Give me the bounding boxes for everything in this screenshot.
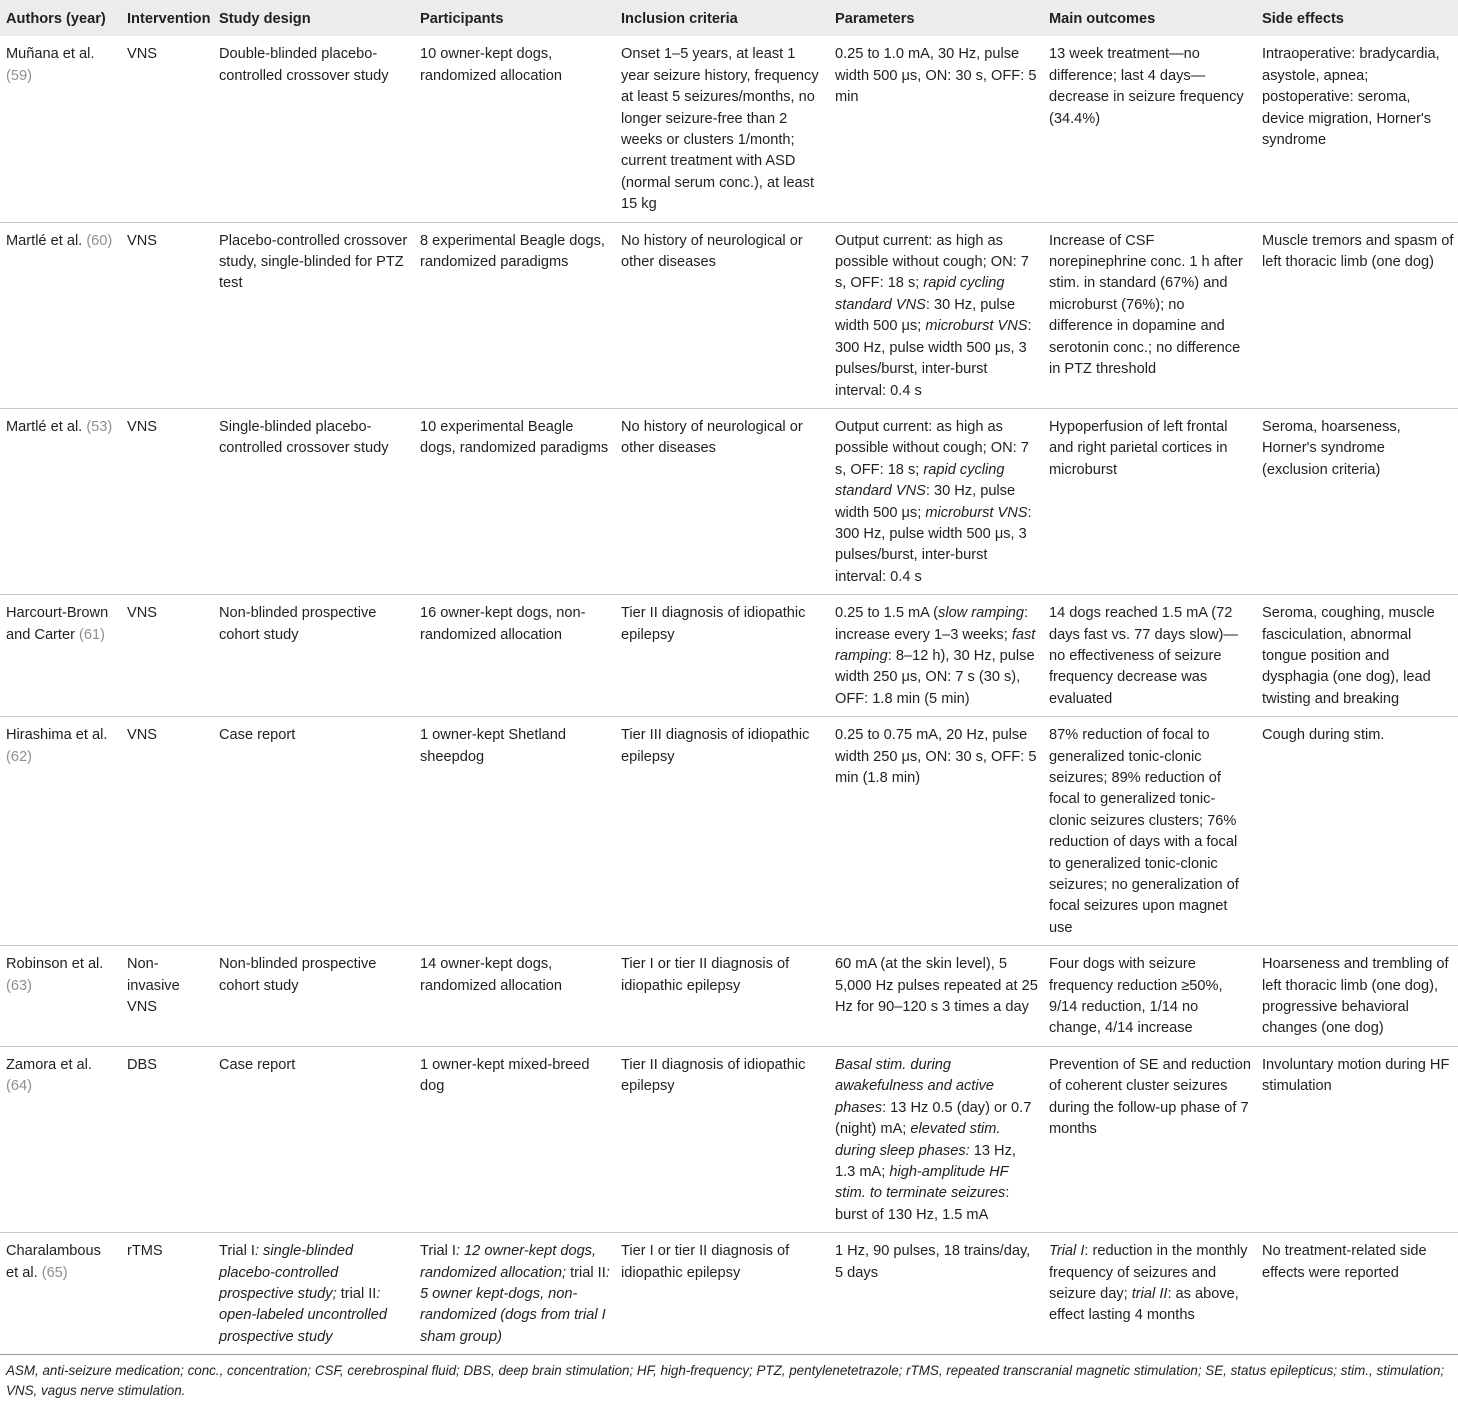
- reference-link[interactable]: (61): [79, 626, 105, 643]
- participants-cell: [414, 1233, 615, 1355]
- main-outcomes-cell: [1043, 1233, 1256, 1355]
- parameters-cell-part: : 13 Hz 0.5 (day) or 0.7 (night) mA;: [835, 1099, 1032, 1138]
- inclusion-criteria-cell: Tier III diagnosis of idiopathic epilepsy: [621, 727, 810, 765]
- table-row: [0, 946, 1458, 1047]
- side-effects-cell: Seroma, coughing, muscle fasciculation, abnormal tongue position and dysphagia (one dog), lead twisting and breaking: [1262, 605, 1435, 707]
- main-outcomes-cell-part: : as above, effect lasting 4 months: [1049, 1285, 1239, 1324]
- main-outcomes-cell: [1043, 408, 1256, 594]
- main-outcomes-cell-part: 87% reduction of focal to generalized tonic-clonic seizures; 89% reduction of focal to generalized tonic-clonic seizures clusters; 76% reduction of days with a focal to generalized tonic-clonic seizures; no generalization of focal seizures upon magnet use: [1049, 727, 1239, 936]
- intervention-cell: VNS: [127, 605, 158, 622]
- main-outcomes-cell-part: Hypoperfusion of left frontal and right parietal cortices in microburst: [1049, 418, 1228, 478]
- inclusion-criteria-cell: Tier I or tier II diagnosis of idiopathic epilepsy: [621, 1243, 790, 1281]
- main-outcomes-cell-part: 13 week treatment—no difference; last 4 days—decrease in seizure frequency (34.4%): [1049, 46, 1244, 127]
- study-design-cell: Non-blinded prospective cohort study: [219, 956, 377, 994]
- header-study-design: Study design: [213, 0, 414, 36]
- parameters-cell: [829, 717, 1043, 946]
- header-side-effects: Side effects: [1256, 0, 1458, 36]
- parameters-cell: [829, 408, 1043, 594]
- author-name: Zamora et al.: [6, 1056, 92, 1073]
- study-design-cell: Case report: [219, 1056, 296, 1073]
- study-design-cell: Placebo-controlled crossover study, single-blinded for PTZ test: [219, 232, 408, 292]
- intervention-cell: DBS: [127, 1056, 158, 1073]
- reference-link[interactable]: (64): [6, 1078, 32, 1095]
- participants-cell: 14 owner-kept dogs, randomized allocation: [420, 956, 562, 994]
- parameters-cell-part: high-amplitude HF stim. to terminate seizures: [835, 1163, 1009, 1202]
- parameters-cell-part: 13 Hz, 1.3 mA;: [835, 1142, 1016, 1180]
- header-inclusion-criteria: Inclusion criteria: [615, 0, 829, 36]
- study-design-cell-part: trial II: [340, 1285, 377, 1302]
- main-outcomes-cell: [1043, 946, 1256, 1047]
- header-intervention: Intervention: [121, 0, 213, 36]
- parameters-cell-part: Output current: as high as possible without cough; ON: 7 s, OFF: 18 s;: [835, 232, 1029, 292]
- reference-link[interactable]: (53): [86, 418, 113, 435]
- table-row: [0, 1046, 1458, 1232]
- parameters-cell-part: 60 mA (at the skin level), 5 5,000 Hz pulses repeated at 25 Hz for 90–120 s 3 times a day: [835, 956, 1038, 1016]
- intervention-cell: VNS: [127, 727, 158, 744]
- table-row: [0, 408, 1458, 594]
- table-header-row: [0, 0, 1458, 36]
- side-effects-cell: Involuntary motion during HF stimulation: [1262, 1056, 1450, 1095]
- parameters-cell-part: microburst VNS: [925, 318, 1028, 335]
- participants-cell: 10 experimental Beagle dogs, randomized paradigms: [420, 418, 609, 457]
- author-cell: [0, 222, 121, 408]
- inclusion-criteria-cell: Tier II diagnosis of idiopathic epilepsy: [621, 1056, 806, 1095]
- study-design-cell-part: : single-blinded placebo-controlled prospective study;: [219, 1243, 354, 1302]
- header-authors: Authors (year): [0, 0, 121, 36]
- author-name: Martlé et al.: [6, 232, 83, 249]
- intervention-cell: VNS: [127, 418, 158, 435]
- parameters-cell-part: 0.25 to 1.0 mA, 30 Hz, pulse width 500 μs, ON: 30 s, OFF: 5 min: [835, 46, 1037, 106]
- study-design-cell: Single-blinded placebo-controlled crossover study: [219, 418, 389, 457]
- table-row: [0, 1233, 1458, 1355]
- inclusion-criteria-cell: Tier II diagnosis of idiopathic epilepsy: [621, 605, 806, 643]
- author-cell: [0, 36, 121, 222]
- inclusion-criteria-cell: Onset 1–5 years, at least 1 year seizure history, frequency at least 5 seizures/months, no longer seizure-free than 2 weeks or clusters 1/month; current treatment with ASD (normal serum conc.), at least 15 kg: [621, 46, 819, 213]
- participants-cell: 1 owner-kept Shetland sheepdog: [420, 727, 567, 765]
- main-outcomes-cell-part: : reduction in the monthly frequency of seizures and seizure day;: [1049, 1243, 1248, 1302]
- parameters-cell: [829, 36, 1043, 222]
- inclusion-criteria-cell: Tier I or tier II diagnosis of idiopathic epilepsy: [621, 956, 790, 994]
- study-design-cell: Case report: [219, 727, 296, 744]
- study-design-cell: [213, 1233, 414, 1355]
- intervention-cell: VNS: [127, 232, 158, 249]
- header-main-outcomes: Main outcomes: [1043, 0, 1256, 36]
- header-parameters: Parameters: [829, 0, 1043, 36]
- parameters-cell-part: slow ramping: [938, 605, 1025, 622]
- participants-cell: 1 owner-kept mixed-breed dog: [420, 1056, 590, 1095]
- main-outcomes-cell: [1043, 1046, 1256, 1232]
- author-cell: [0, 408, 121, 594]
- inclusion-criteria-cell: No history of neurological or other diseases: [621, 418, 803, 457]
- header-participants: Participants: [414, 0, 615, 36]
- participants-cell: 16 owner-kept dogs, non-randomized allocation: [420, 605, 586, 643]
- intervention-cell: VNS: [127, 46, 158, 63]
- parameters-cell-part: : burst of 130 Hz, 1.5 mA: [835, 1185, 1010, 1223]
- parameters-cell-part: : 8–12 h), 30 Hz, pulse width 250 μs, ON: 7 s (30 s), OFF: 1.8 min (5 min): [835, 647, 1035, 707]
- participants-cell-part: : 5 owner kept-dogs, non-randomized (dogs from trial I sham group): [420, 1264, 610, 1345]
- parameters-cell-part: : 300 Hz, pulse width 500 μs, 3 pulses/burst, inter-burst interval: 0.4 s: [835, 318, 1032, 399]
- table-row: [0, 36, 1458, 222]
- author-cell: [0, 946, 121, 1047]
- parameters-cell: [829, 1046, 1043, 1232]
- author-cell: [0, 595, 121, 717]
- table-row: [0, 222, 1458, 408]
- table-row: [0, 717, 1458, 946]
- author-name: Charalambous et al.: [6, 1243, 101, 1281]
- side-effects-cell: Hoarseness and trembling of left thoracic limb (one dog), progressive behavioral changes (one dog): [1262, 956, 1449, 1037]
- intervention-cell: rTMS: [127, 1243, 163, 1260]
- main-outcomes-cell: [1043, 36, 1256, 222]
- parameters-cell: [829, 1233, 1043, 1355]
- study-design-cell-part: Trial I: [219, 1243, 255, 1260]
- reference-link[interactable]: (63): [6, 977, 32, 994]
- participants-cell-part: : 12 owner-kept dogs, randomized allocation;: [420, 1243, 597, 1281]
- author-name: Martlé et al.: [6, 418, 83, 435]
- main-outcomes-cell-part: Increase of CSF norepinephrine conc. 1 h after stim. in standard (67%) and microburst (76%); no difference in dopamine and serotonin conc.; no difference in PTZ threshold: [1049, 232, 1243, 378]
- side-effects-cell: Intraoperative: bradycardia, asystole, apnea; postoperative: seroma, device migration, Horner's syndrome: [1262, 46, 1440, 149]
- main-outcomes-cell-part: 14 dogs reached 1.5 mA (72 days fast vs. 77 days slow)—no effectiveness of seizure frequency decrease was evaluated: [1049, 605, 1238, 707]
- parameters-cell: [829, 946, 1043, 1047]
- reference-link[interactable]: (62): [6, 748, 32, 765]
- reference-link[interactable]: (65): [41, 1264, 68, 1281]
- study-design-cell: Non-blinded prospective cohort study: [219, 605, 377, 643]
- parameters-cell: [829, 222, 1043, 408]
- participants-cell: 8 experimental Beagle dogs, randomized paradigms: [420, 232, 605, 271]
- main-outcomes-cell-part: Four dogs with seizure frequency reduction ≥50%, 9/14 reduction, 1/14 no change, 4/14 increase: [1049, 956, 1223, 1037]
- main-outcomes-cell: [1043, 717, 1256, 946]
- author-name: Robinson et al.: [6, 956, 104, 973]
- parameters-cell-part: microburst VNS: [925, 504, 1028, 521]
- parameters-cell-part: rapid cycling standard VNS: [835, 461, 1005, 500]
- author-name: Muñana et al.: [6, 46, 95, 63]
- parameters-cell-part: 0.25 to 0.75 mA, 20 Hz, pulse width 250 μs, ON: 30 s, OFF: 5 min (1.8 min): [835, 727, 1037, 786]
- parameters-cell-part: : increase every 1–3 weeks;: [835, 605, 1029, 643]
- parameters-cell-part: 0.25 to 1.5 mA (: [835, 605, 939, 622]
- parameters-cell-part: elevated stim. during sleep phases:: [835, 1121, 1001, 1159]
- author-cell: [0, 1046, 121, 1232]
- parameters-cell-part: rapid cycling standard VNS: [835, 275, 1005, 313]
- intervention-cell: Non-invasive VNS: [127, 956, 180, 1016]
- author-name: Hirashima et al.: [6, 727, 108, 744]
- main-outcomes-cell: [1043, 222, 1256, 408]
- main-outcomes-cell-part: Prevention of SE and reduction of coherent cluster seizures during the follow-up phase of 7 months: [1049, 1056, 1252, 1138]
- side-effects-cell: Cough during stim.: [1262, 727, 1385, 744]
- study-design-cell: Double-blinded placebo-controlled crossover study: [219, 46, 389, 84]
- side-effects-cell: Muscle tremors and spasm of left thoracic limb (one dog): [1262, 232, 1454, 271]
- study-design-cell-part: : open-labeled uncontrolled prospective study: [219, 1285, 387, 1345]
- participants-cell-part: trial II: [570, 1264, 606, 1281]
- parameters-cell-part: : 30 Hz, pulse width 500 μs;: [835, 483, 1016, 521]
- parameters-cell-part: fast ramping: [835, 626, 1036, 664]
- table-row: [0, 595, 1458, 717]
- parameters-cell-part: Basal stim. during awakefulness and active phases: [835, 1056, 995, 1116]
- reference-link[interactable]: (59): [6, 67, 32, 84]
- author-cell: [0, 717, 121, 946]
- parameters-cell-part: Output current: as high as possible without cough; ON: 7 s, OFF: 18 s;: [835, 418, 1029, 478]
- participants-cell: 10 owner-kept dogs, randomized allocation: [420, 46, 562, 84]
- parameters-cell-part: : 300 Hz, pulse width 500 μs, 3 pulses/burst, inter-burst interval: 0.4 s: [835, 504, 1032, 585]
- author-name: Harcourt-Brown and Carter: [6, 605, 109, 643]
- participants-cell-part: Trial I: [420, 1243, 456, 1260]
- main-outcomes-cell-part: Trial I: [1049, 1243, 1085, 1260]
- side-effects-cell: No treatment-related side effects were reported: [1262, 1243, 1427, 1281]
- reference-link[interactable]: (60): [86, 232, 113, 249]
- parameters-cell: [829, 595, 1043, 717]
- author-cell: [0, 1233, 121, 1355]
- side-effects-cell: Seroma, hoarseness, Horner's syndrome (exclusion criteria): [1262, 418, 1401, 478]
- parameters-cell-part: : 30 Hz, pulse width 500 μs;: [835, 296, 1016, 335]
- parameters-cell-part: 1 Hz, 90 pulses, 18 trains/day, 5 days: [835, 1243, 1031, 1281]
- main-outcomes-cell-part: trial II: [1131, 1285, 1168, 1302]
- inclusion-criteria-cell: No history of neurological or other diseases: [621, 232, 803, 271]
- main-outcomes-cell: [1043, 595, 1256, 717]
- table-body: [0, 36, 1458, 1354]
- table-footnote: ASM, anti-seizure medication; conc., concentration; CSF, cerebrospinal fluid; DBS, deep brain stimulation; HF, high-frequency; PTZ, pentylenetetrazole; rTMS, repeated transcranial magnetic stimulation; SE, status epilepticus; stim., stimulation; VNS, vagus nerve stimulation.: [6, 1363, 1445, 1399]
